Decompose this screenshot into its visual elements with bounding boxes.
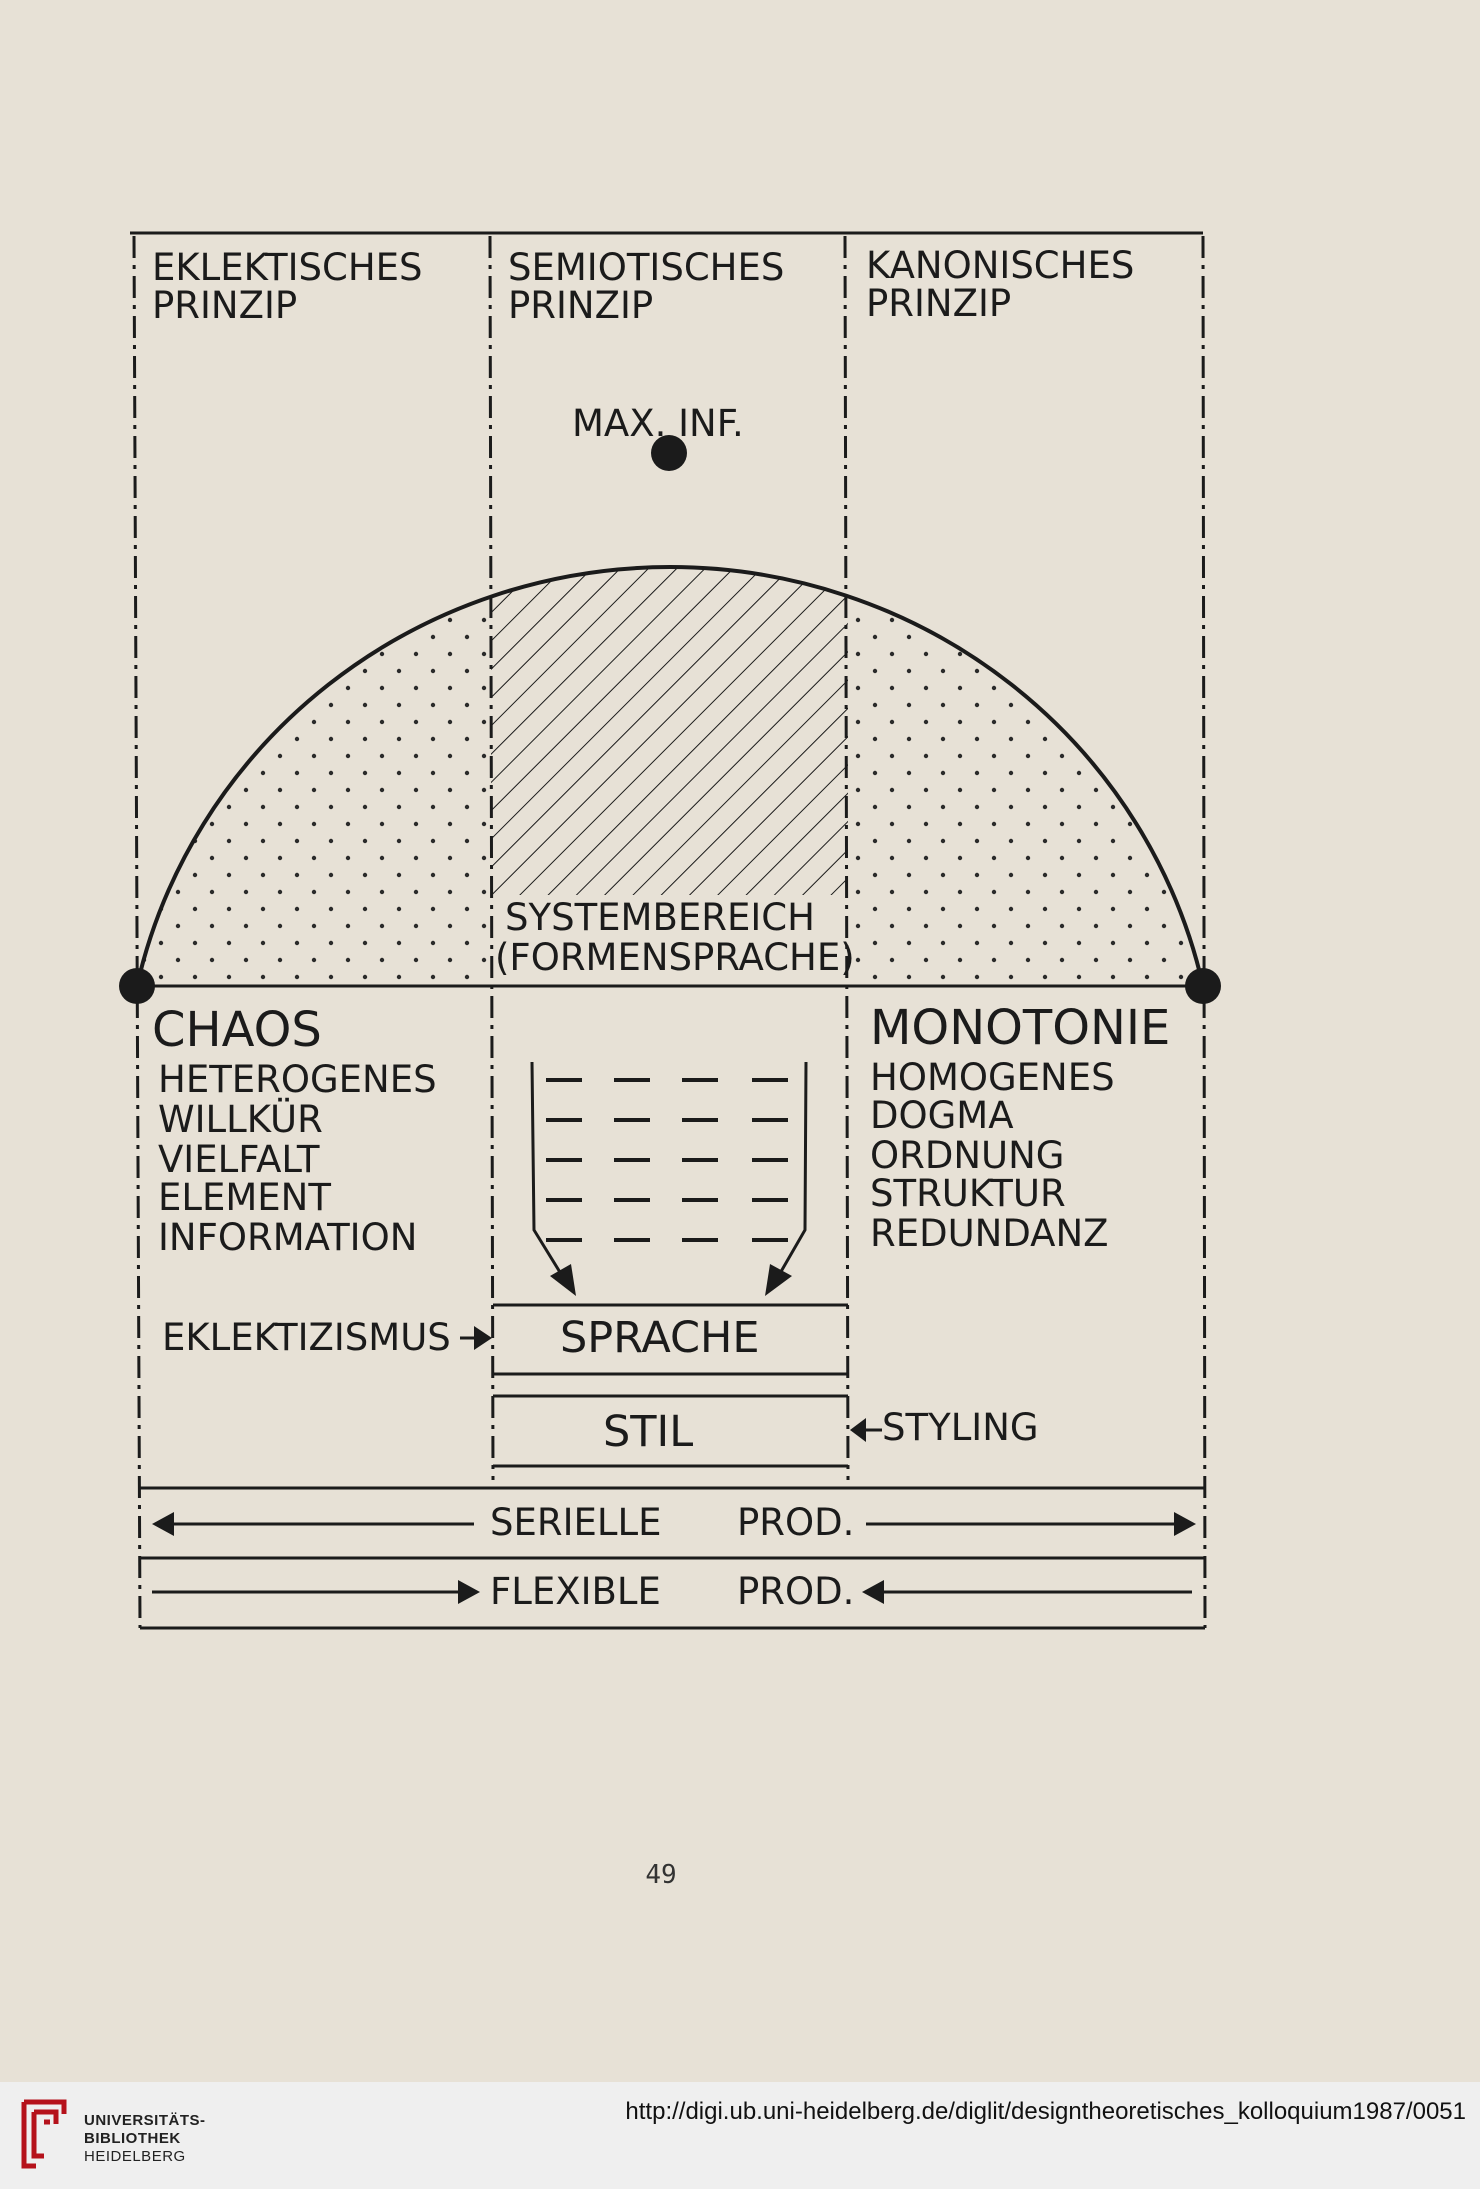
- eklektizismus-label: EKLEKTIZISMUS: [162, 1316, 451, 1359]
- hatched-system-region: [491, 440, 848, 895]
- left-items: [158, 1058, 437, 1259]
- column-3-subtitle: PRINZIP: [866, 282, 1012, 325]
- right-border: [1203, 236, 1205, 1628]
- funnel: [532, 1062, 806, 1296]
- monotonie-heading: MONOTONIE: [870, 1000, 1171, 1056]
- serielle-right-arrowhead: [1174, 1512, 1196, 1536]
- styling-label: STYLING: [882, 1406, 1039, 1449]
- left-border: [134, 236, 140, 1628]
- column-1-subtitle: PRINZIP: [152, 284, 298, 327]
- funnel-right-arrowhead: [765, 1264, 792, 1296]
- funnel-left-arrow: [532, 1062, 566, 1282]
- logo-text-line1: UNIVERSITÄTS-: [84, 2112, 206, 2129]
- right-item: ORDNUNG: [870, 1134, 1065, 1177]
- left-item: INFORMATION: [158, 1216, 418, 1259]
- flexible-prod-label: PROD.: [737, 1570, 855, 1613]
- stil-label: STIL: [603, 1407, 694, 1457]
- page-number: 49: [645, 1860, 677, 1890]
- logo-text-line2: BIBLIOTHEK: [84, 2130, 181, 2147]
- serielle-label: SERIELLE: [490, 1501, 662, 1544]
- max-label: MAX. INF.: [572, 402, 744, 445]
- eklektizismus-arrowhead: [474, 1326, 492, 1350]
- logo-text-line3: HEIDELBERG: [84, 2148, 186, 2165]
- serielle-prod-label: PROD.: [737, 1501, 855, 1544]
- system-label-line2: (FORMENSPRACHE): [495, 936, 855, 979]
- column-3-title: KANONISCHES: [866, 244, 1135, 287]
- right-items: [870, 1056, 1115, 1255]
- sprache-label: SPRACHE: [560, 1313, 760, 1363]
- left-item: WILLKÜR: [158, 1098, 323, 1141]
- right-item: STRUKTUR: [870, 1172, 1066, 1215]
- right-item: DOGMA: [870, 1094, 1014, 1137]
- chaos-endpoint: [119, 968, 155, 1004]
- right-item: HOMOGENES: [870, 1056, 1115, 1099]
- system-label-line1: SYSTEMBEREICH: [505, 896, 815, 939]
- right-item: REDUNDANZ: [870, 1212, 1109, 1255]
- funnel-left-arrowhead: [550, 1264, 576, 1296]
- monotonie-endpoint: [1185, 968, 1221, 1004]
- right-dotted-region: [848, 440, 1204, 986]
- left-item: HETEROGENES: [158, 1058, 437, 1101]
- funnel-dashes: [546, 1080, 788, 1240]
- column-1-title: EKLEKTISCHES: [152, 246, 423, 289]
- left-dotted-region: [137, 440, 491, 986]
- source-url-link[interactable]: http://digi.ub.uni-heidelberg.de/diglit/designtheoretisches_kolloquium1987/0051: [625, 2098, 1466, 2125]
- library-footer: [0, 2082, 1480, 2189]
- left-item: VIELFALT: [158, 1138, 320, 1181]
- left-item: ELEMENT: [158, 1176, 331, 1219]
- library-logo-icon: [16, 2094, 72, 2174]
- funnel-right-arrow: [775, 1062, 806, 1282]
- flexible-left-arrowhead: [458, 1580, 480, 1604]
- column-2-title: SEMIOTISCHES: [508, 246, 785, 289]
- flexible-label: FLEXIBLE: [490, 1570, 661, 1613]
- column-2-subtitle: PRINZIP: [508, 284, 654, 327]
- chaos-heading: CHAOS: [152, 1002, 322, 1058]
